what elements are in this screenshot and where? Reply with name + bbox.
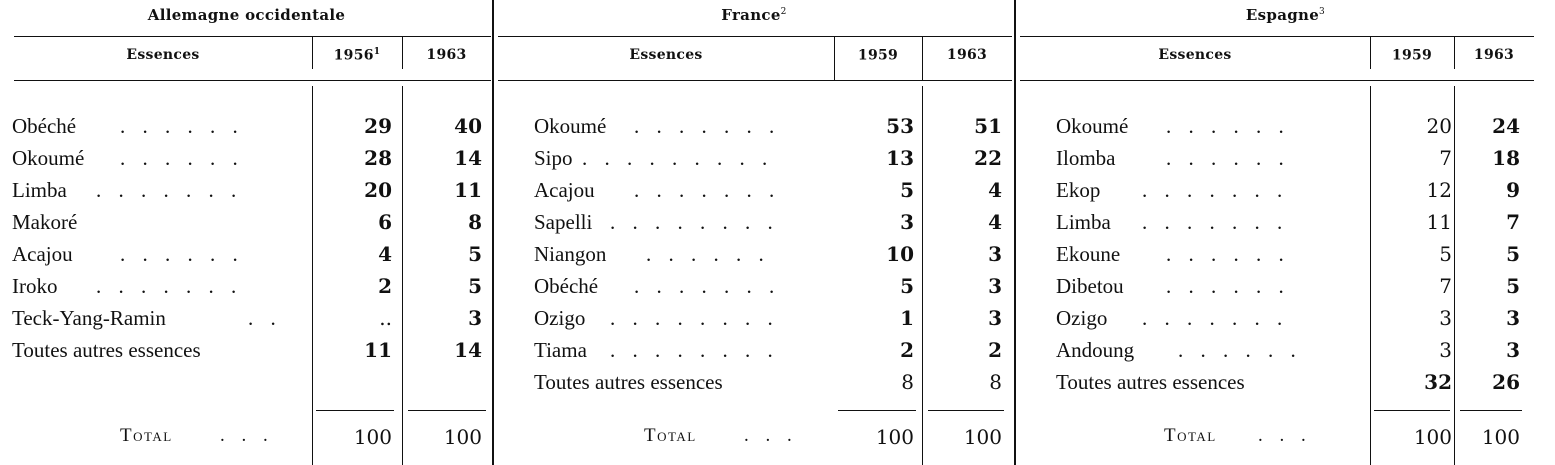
value-1963: 3: [468, 306, 482, 330]
species-name: Okoumé: [1056, 114, 1129, 138]
header-essences: Essences: [629, 47, 703, 63]
total-rule: [928, 410, 1004, 411]
value-1963: 14: [454, 338, 482, 362]
species-name: Okoumé: [534, 114, 607, 138]
value-1963: 4: [988, 210, 1002, 234]
leader-dots: . . . . . . . .: [610, 210, 779, 234]
total-1963: 100: [443, 425, 482, 449]
leader-dots: . . . . . . .: [634, 114, 781, 138]
leader-dots: . . . . . .: [1166, 114, 1290, 138]
table-row: [1016, 338, 1555, 370]
value-1956: 2: [378, 274, 392, 298]
total-dots: . . .: [1258, 425, 1312, 446]
leader-dots: . . . . . . .: [96, 178, 243, 202]
value-1956: 29: [364, 114, 392, 138]
table-row: [1016, 306, 1555, 338]
value-1963: 40: [454, 114, 482, 138]
col-divider: [312, 37, 313, 69]
species-name: Ozigo: [1056, 306, 1108, 330]
value-1959: 5: [900, 178, 914, 202]
header-bottom-rule: [14, 80, 491, 81]
value-1963: 2: [988, 338, 1002, 362]
value-1956: 4: [378, 242, 392, 266]
value-1959: 3: [1439, 338, 1452, 362]
value-1963: 22: [974, 146, 1002, 170]
value-1959: 32: [1424, 370, 1452, 394]
leader-dots: . . . . . .: [1166, 274, 1290, 298]
value-1956: 28: [364, 146, 392, 170]
col-divider: [834, 37, 835, 80]
total-rule: [408, 410, 486, 411]
header-year2: 1963: [426, 47, 467, 63]
header-year2: 1963: [946, 47, 988, 63]
leader-dots: . . . . . .: [120, 146, 244, 170]
species-name: Limba: [1056, 210, 1111, 234]
panel-allemagne: [0, 0, 493, 465]
total-rule: [1374, 410, 1450, 411]
table-row: [1016, 210, 1555, 242]
table-row: [494, 306, 1014, 338]
header-essences: Essences: [1158, 47, 1232, 63]
value-1959: 5: [900, 274, 914, 298]
table-row: [0, 274, 493, 306]
value-1963: 14: [454, 146, 482, 170]
leader-dots: . . . . . . .: [96, 274, 243, 298]
total-rule: [838, 410, 916, 411]
species-name: Acajou: [534, 178, 595, 202]
table-row: [0, 338, 493, 370]
table-row: [494, 274, 1014, 306]
species-name: Tiama: [534, 338, 587, 362]
total-label: Total: [644, 425, 697, 446]
total-1963: 100: [963, 425, 1002, 449]
col-divider: [402, 37, 403, 69]
value-1959: 3: [900, 210, 914, 234]
value-1956: ..: [379, 306, 392, 330]
table-row: [1016, 178, 1555, 210]
value-1959: 7: [1439, 146, 1452, 170]
leader-dots: . .: [248, 306, 282, 330]
value-1956: 6: [378, 210, 392, 234]
leader-dots: . . . . . .: [646, 242, 770, 266]
species-name: Dibetou: [1056, 274, 1124, 298]
value-1963: 3: [988, 306, 1002, 330]
table-row: [494, 114, 1014, 146]
leader-dots: . . . . . .: [120, 114, 244, 138]
value-1963: 5: [1506, 242, 1520, 266]
table-row: [494, 146, 1014, 178]
table-row: [0, 114, 493, 146]
country-name: Espagne: [1245, 6, 1320, 24]
header-essences: Essences: [126, 47, 200, 63]
leader-dots: . . . . . . . . .: [582, 146, 774, 170]
value-1963: 8: [468, 210, 482, 234]
country-footnote: 3: [1319, 7, 1326, 17]
header-bottom-rule: [498, 80, 1012, 81]
table-row: [494, 370, 1014, 402]
total-label: Total: [120, 425, 173, 446]
value-1959: 11: [1426, 210, 1452, 234]
panel-espagne: [1016, 0, 1555, 465]
country-title: [494, 6, 1014, 24]
country-name: Allemagne occidentale: [147, 6, 346, 24]
value-1963: 26: [1492, 370, 1520, 394]
value-1963: 5: [468, 242, 482, 266]
total-label: Total: [1164, 425, 1217, 446]
species-name: Ozigo: [534, 306, 586, 330]
value-1963: 3: [988, 274, 1002, 298]
value-1963: 7: [1506, 210, 1520, 234]
country-name: France: [721, 6, 781, 24]
value-1963: 3: [1506, 306, 1520, 330]
value-1959: 8: [901, 370, 914, 394]
species-name: Acajou: [12, 242, 73, 266]
header-top-rule: [1020, 36, 1534, 37]
table-row: [0, 210, 493, 242]
value-1963: 8: [989, 370, 1002, 394]
total-1959: 100: [875, 425, 914, 449]
table-row: [0, 306, 493, 338]
leader-dots: . . . . . .: [1178, 338, 1302, 362]
value-1963: 5: [468, 274, 482, 298]
value-1959: 20: [1426, 114, 1452, 138]
table-row: [1016, 274, 1555, 306]
species-name: Iroko: [12, 274, 58, 298]
species-name: Ilomba: [1056, 146, 1116, 170]
header-year1: 1956$^1$: [333, 47, 381, 64]
total-rule: [316, 410, 394, 411]
col-divider: [922, 37, 923, 80]
species-name: Limba: [12, 178, 67, 202]
value-1959: 2: [900, 338, 914, 362]
value-1963: 11: [454, 178, 482, 202]
table-row: [494, 338, 1014, 370]
value-1959: 1: [900, 306, 914, 330]
total-dots: . . .: [220, 425, 274, 446]
value-1956: 20: [364, 178, 392, 202]
leader-dots: . . . . . . .: [1142, 210, 1289, 234]
table-row: [1016, 146, 1555, 178]
value-1963: 18: [1492, 146, 1520, 170]
value-1963: 3: [1506, 338, 1520, 362]
table-row: [0, 146, 493, 178]
table-row: [494, 242, 1014, 274]
header-top-rule: [498, 36, 1012, 37]
species-name: Okoumé: [12, 146, 85, 170]
value-1959: 7: [1439, 274, 1452, 298]
species-name: Makoré: [12, 210, 78, 234]
header-bottom-rule: [1020, 80, 1534, 81]
value-1963: 24: [1492, 114, 1520, 138]
species-name: Toutes autres essences: [534, 370, 723, 394]
total-rule: [1460, 410, 1522, 411]
species-name: Toutes autres essences: [12, 338, 201, 362]
country-footnote: 2: [780, 7, 787, 17]
leader-dots: . . . . . . .: [1142, 306, 1289, 330]
species-name: Ekop: [1056, 178, 1101, 202]
species-name: Sapelli: [534, 210, 593, 234]
total-dots: . . .: [744, 425, 798, 446]
value-1959: 10: [886, 242, 914, 266]
leader-dots: . . . . . . .: [634, 178, 781, 202]
col-divider: [1370, 37, 1371, 69]
value-1959: 5: [1439, 242, 1452, 266]
value-1959: 53: [886, 114, 914, 138]
value-1963: 3: [988, 242, 1002, 266]
leader-dots: . . . . . .: [1166, 242, 1290, 266]
species-name: Obéché: [12, 114, 77, 138]
value-1959: 13: [886, 146, 914, 170]
species-name: Ekoune: [1056, 242, 1121, 266]
leader-dots: . . . . . . .: [1142, 178, 1289, 202]
species-name: Andoung: [1056, 338, 1135, 362]
header-top-rule: [14, 36, 491, 37]
table-row: [0, 242, 493, 274]
table-row: [1016, 242, 1555, 274]
col-divider: [1454, 37, 1455, 69]
leader-dots: . . . . . . . .: [610, 306, 779, 330]
value-1959: 3: [1439, 306, 1452, 330]
total-1963: 100: [1481, 425, 1520, 449]
species-name: Niangon: [534, 242, 607, 266]
table-row: [494, 210, 1014, 242]
value-1963: 9: [1506, 178, 1520, 202]
leader-dots: . . . . . .: [1166, 146, 1290, 170]
header-year1: 1959: [1391, 47, 1433, 64]
value-1963: 5: [1506, 274, 1520, 298]
value-1959: 12: [1426, 178, 1452, 202]
header-year1: 1959: [857, 47, 899, 64]
panel-france: [494, 0, 1014, 465]
table-row: [1016, 370, 1555, 402]
species-name: Sipo: [534, 146, 573, 170]
total-1959: 100: [1413, 425, 1452, 449]
header-year2: 1963: [1473, 47, 1515, 63]
species-name: Toutes autres essences: [1056, 370, 1245, 394]
leader-dots: . . . . . .: [120, 242, 244, 266]
value-1956: 11: [364, 338, 392, 362]
table-row: [1016, 114, 1555, 146]
leader-dots: . . . . . . . .: [610, 338, 779, 362]
leader-dots: . . . . . . .: [634, 274, 781, 298]
value-1963: 4: [988, 178, 1002, 202]
species-name: Obéché: [534, 274, 599, 298]
table-row: [0, 178, 493, 210]
country-title: [1016, 6, 1555, 24]
table-row: [494, 178, 1014, 210]
species-name: Teck-Yang-Ramin: [12, 306, 166, 330]
country-title: [0, 6, 493, 24]
total-1956: 100: [353, 425, 392, 449]
value-1963: 51: [974, 114, 1002, 138]
